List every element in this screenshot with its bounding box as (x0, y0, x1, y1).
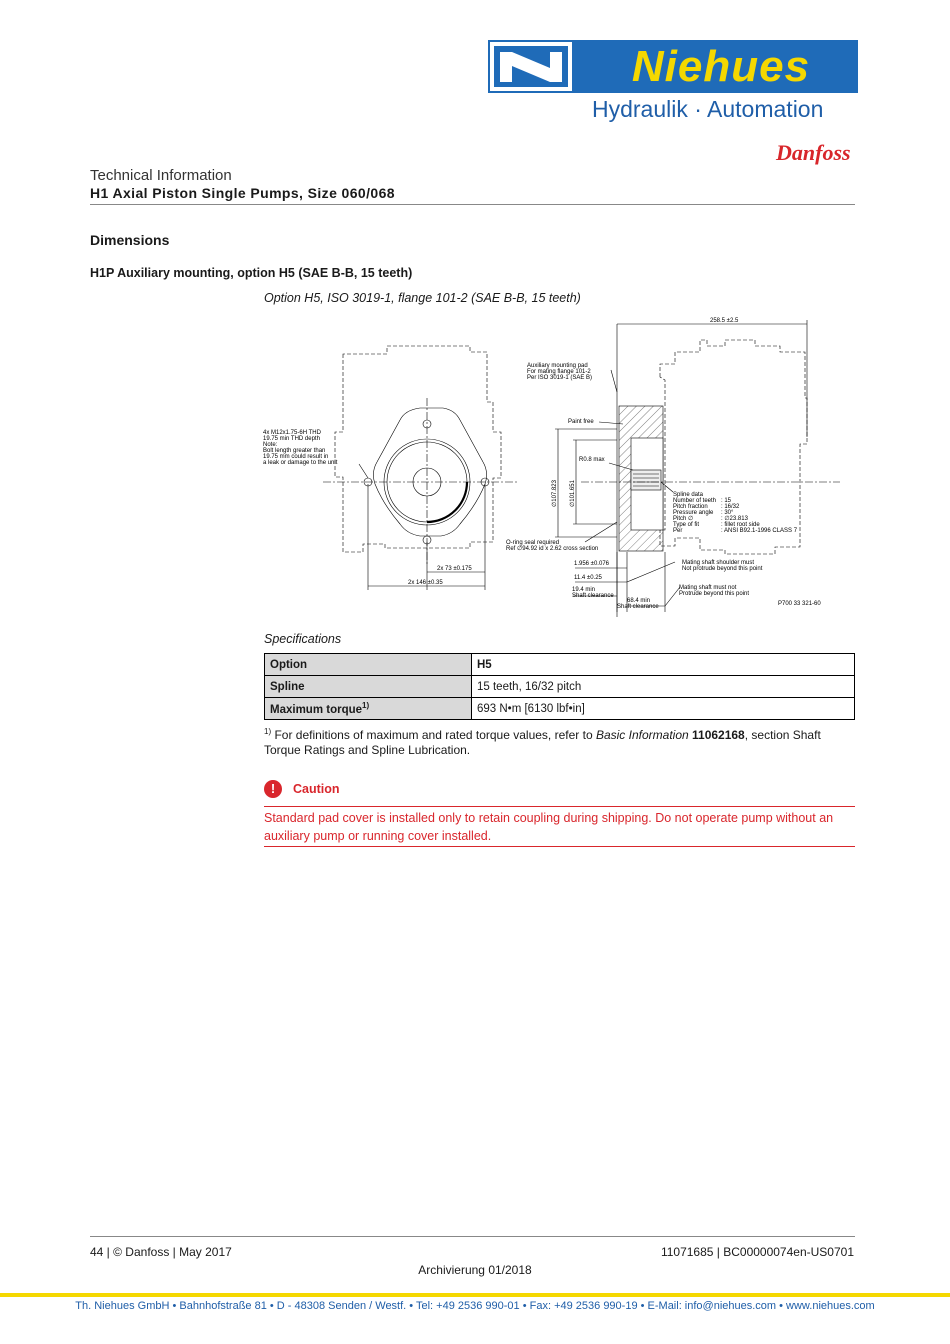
caution-top-rule (264, 806, 855, 807)
table-row (265, 698, 855, 720)
section-heading: Dimensions (90, 232, 170, 248)
caution-icon: ! (264, 780, 282, 798)
niehues-logo-mark (490, 42, 572, 91)
dim-194-a: 19.4 min (572, 587, 596, 593)
dim-total: 258.5 ±2.5 (710, 318, 739, 324)
spec-label: Spline (265, 676, 472, 698)
figure-caption: Option H5, ISO 3019-1, flange 101-2 (SAE B-B, 15 teeth) (264, 291, 581, 305)
svg-text:: 16/32: : 16/32 (721, 504, 740, 510)
oring-line1: O-ring seal required (506, 540, 560, 546)
dim-146: 2x 146 ±0.35 (408, 580, 443, 586)
aux-pad-line1: Auxiliary mounting pad (527, 363, 588, 369)
niehues-tagline: Hydraulik · Automation (592, 96, 824, 122)
svg-text:Number of teeth: Number of teeth (673, 498, 717, 504)
thread-note-2: 19.75 min THD depth (263, 436, 320, 442)
svg-text:: 30°: : 30° (721, 510, 734, 516)
dim-114: 11.4 ±0.25 (574, 575, 602, 581)
svg-text:: ∅23.813: : ∅23.813 (721, 516, 748, 522)
spline-section (631, 470, 661, 490)
header-rule (90, 204, 855, 205)
footer-yellow-bar (0, 1293, 950, 1297)
mating-shaft-2: Protrude beyond this point (679, 591, 750, 597)
spec-caption: Specifications (264, 632, 342, 646)
mating-shoulder-2: Not protrude beyond this point (682, 566, 763, 572)
thread-note-5: 19.75 mm could result in (263, 454, 329, 460)
thread-note-1: 4x M12x1.75-6H THD (263, 430, 321, 436)
flange-outline (373, 408, 486, 536)
footer-doc-number: 11071685 | BC00000074en-US0701 (660, 1245, 854, 1259)
svg-text:: fillet root side: : fillet root side (721, 522, 760, 528)
table-row (265, 676, 855, 698)
footer-address: Th. Niehues GmbH • Bahnhofstraße 81 • D - 48308 Senden / Westf. • Tel: +49 2536 990-01 • Fax: +49 2536 990-19 • E-Mail: info@niehues.com • www.niehues.com (75, 1300, 875, 1312)
dia-outer: ∅107.823 (552, 480, 558, 507)
mating-shoulder-1: Mating shaft shoulder must (682, 560, 755, 566)
section-subheading: H1P Auxiliary mounting, option H5 (SAE B-B, 15 teeth) (90, 266, 413, 280)
spline-table (673, 498, 798, 534)
svg-text:Pressure angle: Pressure angle (673, 510, 714, 516)
spec-table (264, 653, 855, 720)
footer-page-info: 44 | © Danfoss | May 2017 (90, 1245, 232, 1259)
niehues-wordmark: Niehues (631, 42, 811, 91)
dia-inner: ∅101.651 (570, 480, 576, 507)
spec-label-torque: Maximum torque$^{1)}$ (265, 698, 472, 720)
aux-pad-line2: For mating flange 101-2 (527, 369, 591, 375)
svg-text:: 15: : 15 (721, 498, 732, 504)
svg-text:Per: Per (673, 528, 683, 534)
footnote: $^{1)}$ For definitions of maximum and rated torque values, refer to Basic Information 11062168, section Shaft Torque Ratings and Spline Lubrication. (264, 727, 821, 757)
spec-value: H5 (472, 654, 855, 676)
footer-archive: Archivierung 01/2018 (418, 1263, 532, 1277)
paint-free: Paint free (568, 419, 594, 425)
footer-rule (90, 1236, 855, 1237)
drawing-number: P700 33 321-60 (778, 601, 821, 607)
oring-line2: Ref ∅94.92 id x 2.62 cross section (506, 546, 599, 552)
spec-value: 693 N•m [6130 lbf•in] (472, 698, 855, 720)
dim-684-b: Shaft clearance (617, 604, 659, 610)
svg-text:: ANSI B92.1-1996 CLASS 7: : ANSI B92.1-1996 CLASS 7 (721, 528, 798, 534)
dimension-drawing (255, 312, 845, 617)
svg-text:Pitch ∅: Pitch ∅ (673, 516, 694, 522)
dim-1956: 1.956 ±0.076 (574, 561, 609, 567)
aux-pad-line3: Per ISO 3019-1 (SAE B) (527, 375, 593, 381)
dim-684-a: 68.4 min (627, 598, 651, 604)
caution-text: Standard pad cover is installed only to retain coupling during shipping. Do not operate pump without an auxiliary pump or running cover installed. (264, 811, 834, 843)
doc-title: H1 Axial Piston Single Pumps, Size 060/068 (90, 185, 395, 201)
danfoss-logo: Danfoss (776, 140, 851, 165)
seal-arc (427, 482, 467, 522)
thread-note-3: Note: (263, 442, 278, 448)
spline-heading: Spline data (673, 492, 704, 498)
caution-title: Caution (293, 782, 340, 796)
r08-label: R0.8 max (579, 457, 605, 463)
thread-note-6: a leak or damage to the unit (263, 460, 338, 466)
svg-text:Type of fit: Type of fit (673, 522, 700, 528)
caution-bottom-rule (264, 846, 855, 847)
spec-value: 15 teeth, 16/32 pitch (472, 676, 855, 698)
mating-shaft-1: Mating shaft must not (679, 585, 737, 591)
doc-kind: Technical Information (90, 167, 232, 184)
spec-label: Option (265, 654, 472, 676)
dim-73: 2x 73 ±0.175 (437, 566, 472, 572)
table-row (265, 654, 855, 676)
dim-194-b: Shaft clearance (572, 593, 614, 599)
thread-note-4: Bolt length greater than (263, 448, 326, 454)
svg-text:Pitch fraction: Pitch fraction (673, 504, 708, 510)
